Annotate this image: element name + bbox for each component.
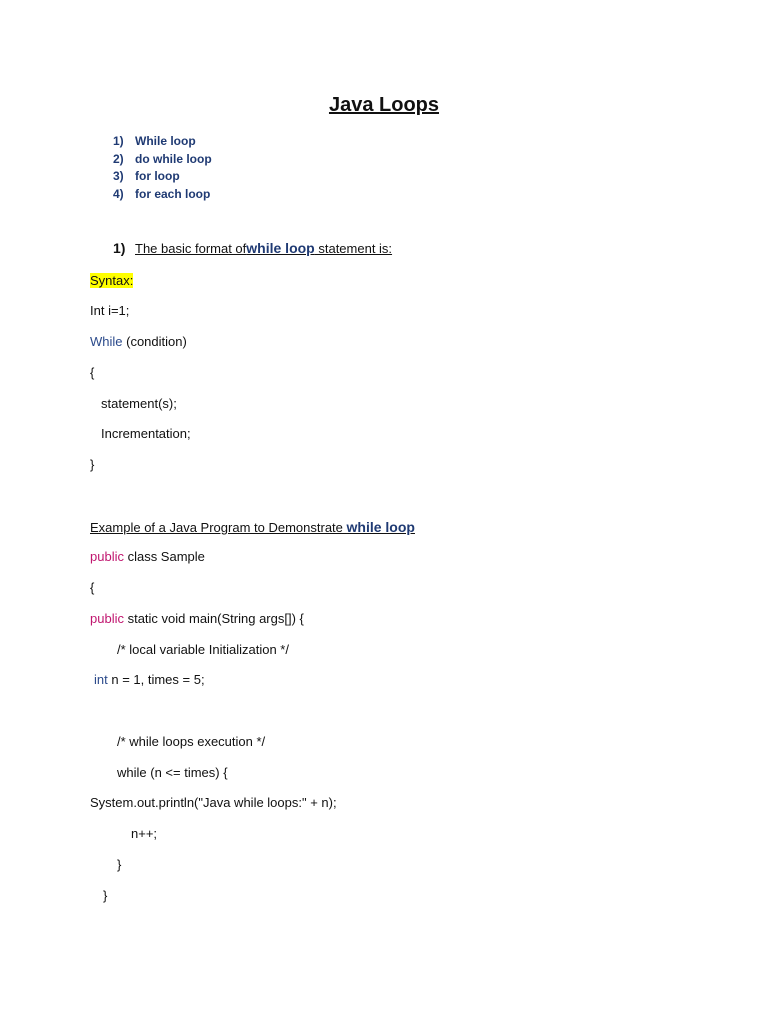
section-keyword: while loop (246, 240, 315, 256)
loop-types-list (113, 133, 212, 203)
code-line: } (90, 457, 95, 472)
code-line: System.out.println("Java while loops:" + n); (90, 795, 337, 810)
code-line: } (117, 857, 122, 872)
code-line: { (90, 365, 95, 380)
list-item: 2) do while loop (113, 151, 212, 166)
code-comment: /* local variable Initialization */ (117, 642, 289, 657)
list-item: 4) for each loop (113, 186, 211, 201)
code-line: n++; (131, 826, 158, 841)
section-number: 1) (113, 240, 126, 256)
example-heading: Example of a Java Program to Demonstrate while loop (90, 519, 415, 535)
code-line: Int i=1; (90, 303, 130, 318)
code-line: public class Sample (90, 549, 205, 564)
code-line: While (condition) (90, 334, 187, 349)
list-item: 1) While loop (113, 134, 196, 148)
page-title: Java Loops (328, 94, 440, 116)
code-line: Incrementation; (101, 426, 191, 441)
code-comment: /* while loops execution */ (117, 734, 266, 749)
list-item: 3) for loop (113, 169, 180, 183)
section-heading (113, 240, 392, 256)
syntax-label: Syntax: (90, 273, 134, 288)
code-line: { (90, 580, 95, 595)
section-text-after: statement is: (314, 241, 393, 256)
code-line: public static void main(String args[]) { (90, 611, 304, 626)
section-text: The basic format of (135, 241, 247, 256)
code-line: } (103, 888, 108, 903)
code-line: statement(s); (101, 396, 177, 411)
code-line: while (n <= times) { (117, 765, 228, 780)
code-line: int n = 1, times = 5; (94, 672, 205, 687)
